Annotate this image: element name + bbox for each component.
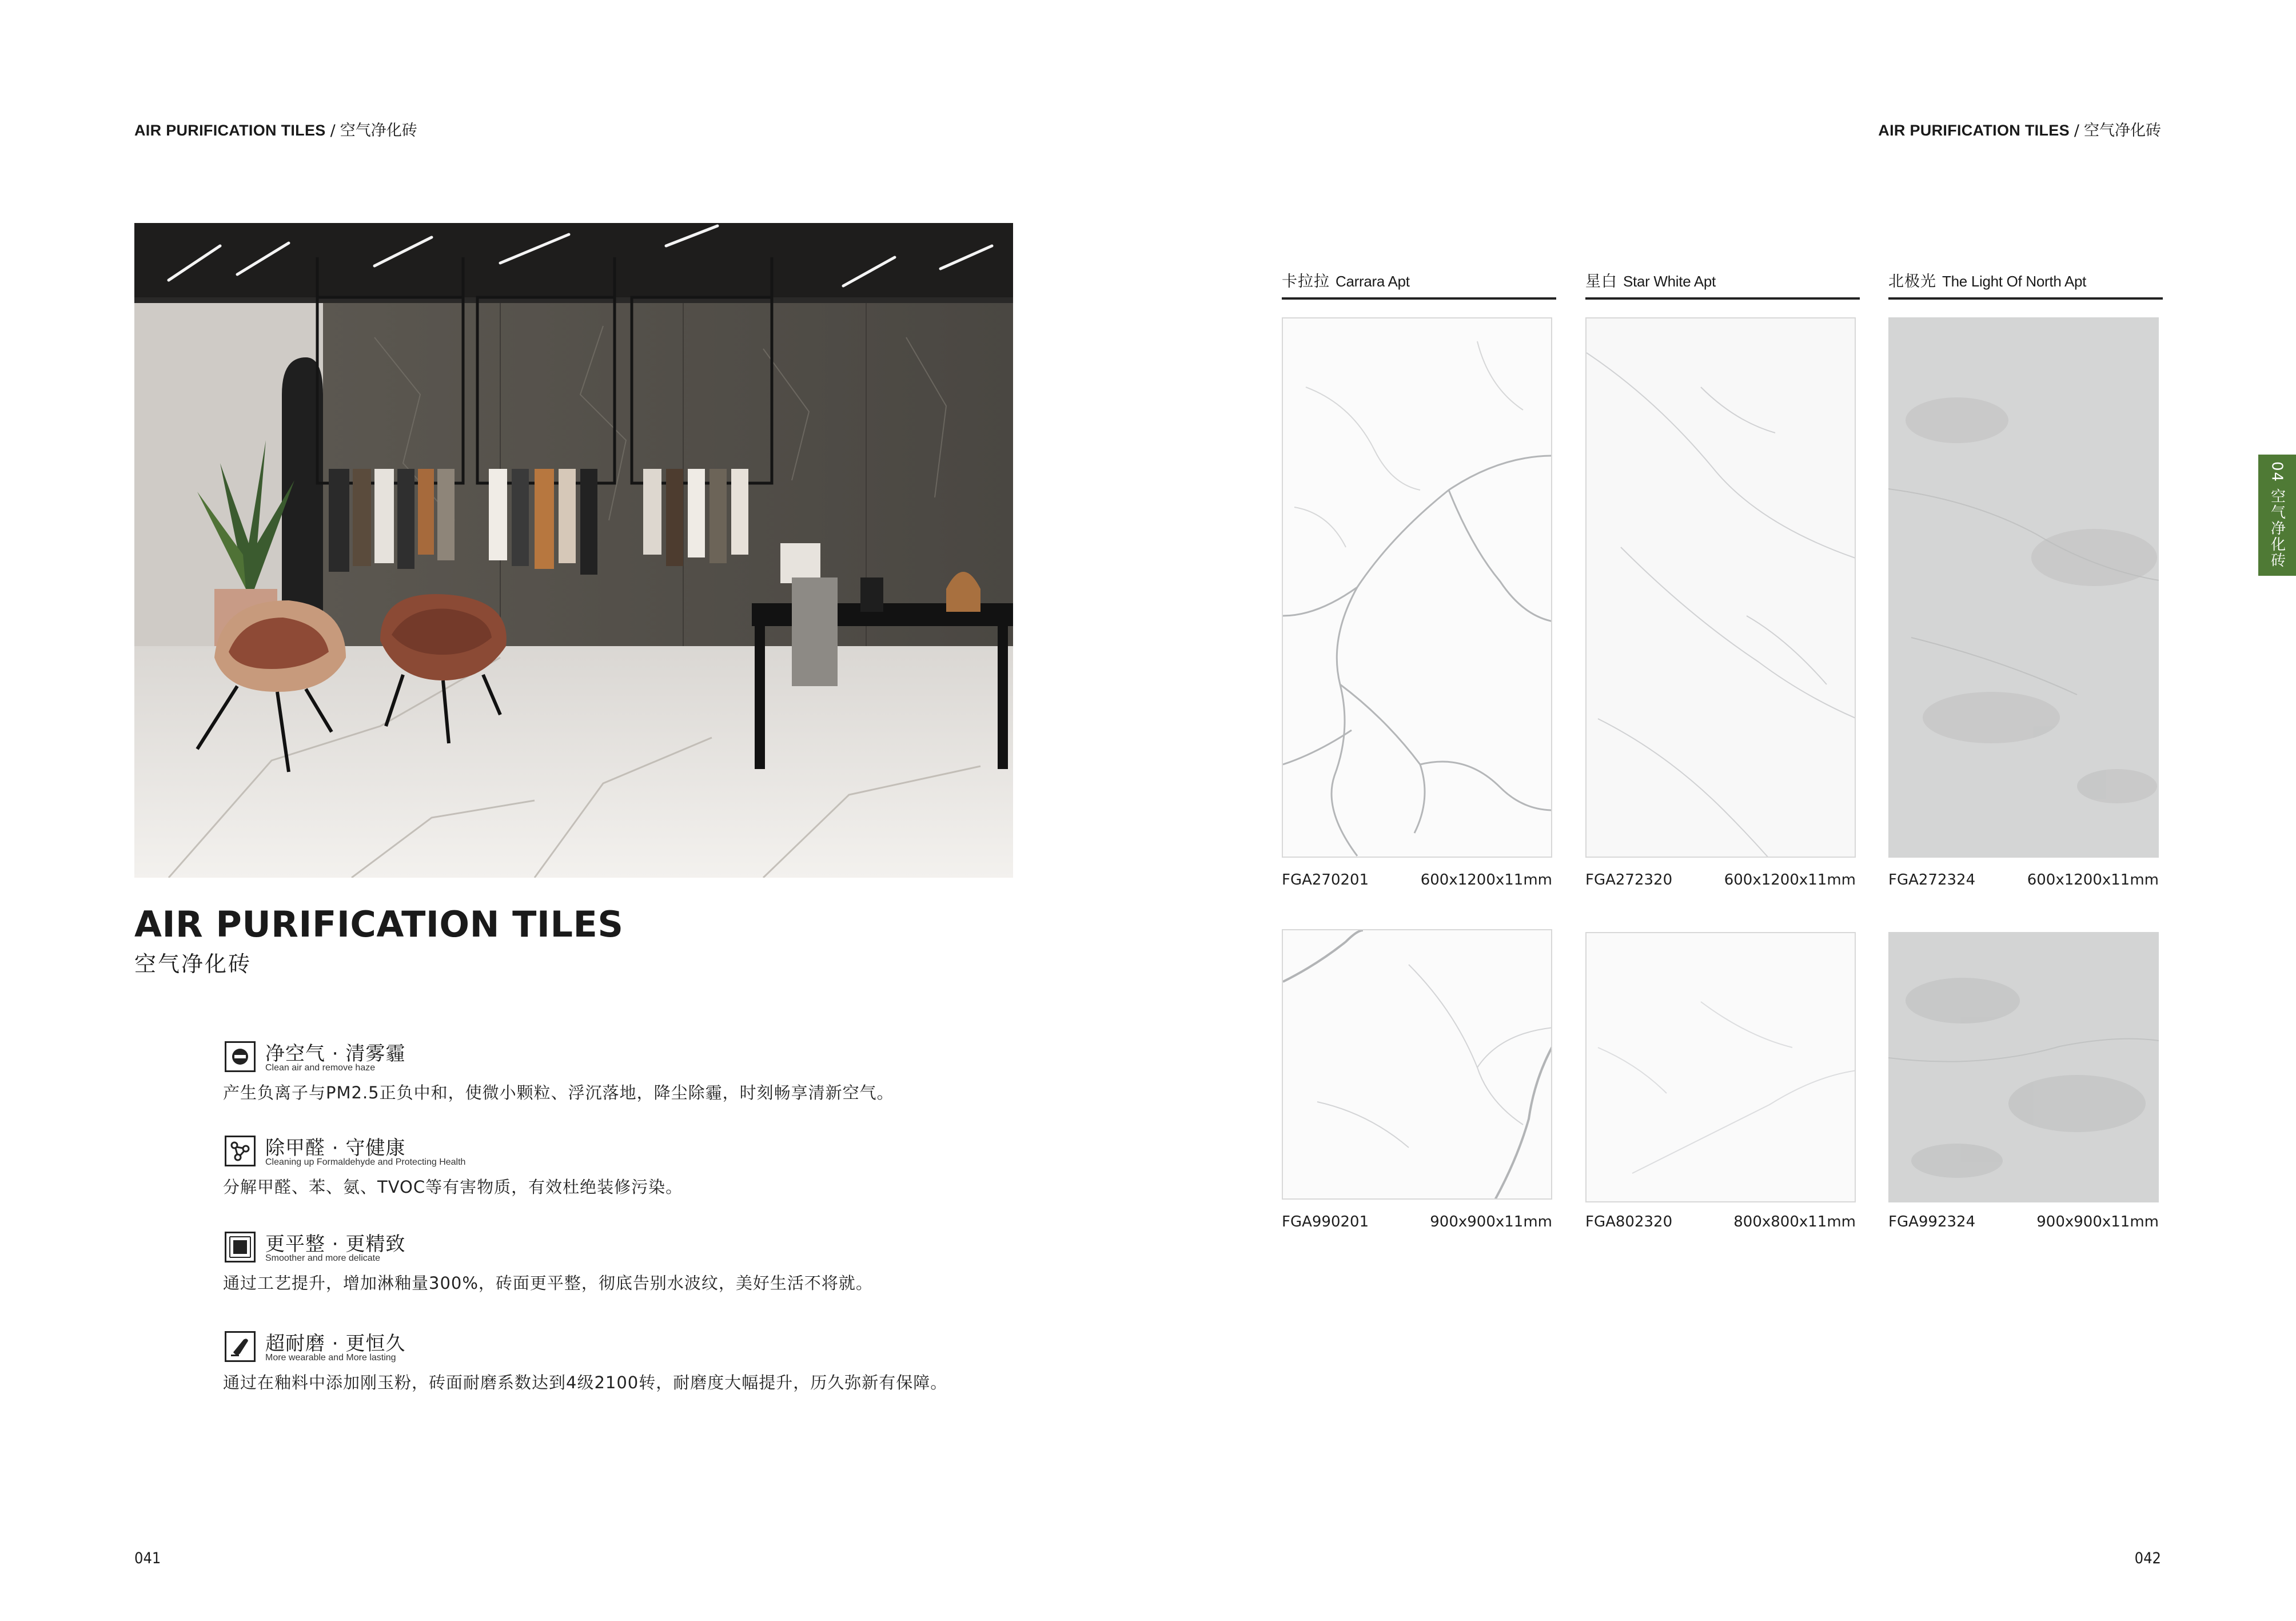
tile-spec (1888, 871, 2159, 889)
flat-surface-icon (225, 1232, 256, 1262)
tile-size: 800x800x11mm (1733, 1213, 1856, 1230)
running-header-right (1878, 118, 2161, 140)
product-column-header (1282, 269, 1556, 300)
feature-subtitle: Clean air and remove haze (265, 1063, 376, 1073)
tile-spec (1282, 871, 1552, 889)
header-title-cn: 空气净化砖 (2084, 122, 2161, 140)
molecule-icon (225, 1136, 256, 1166)
tile-swatch-carrara (1282, 317, 1552, 858)
tile-size: 600x1200x11mm (1420, 871, 1552, 889)
tile-spec (1282, 1213, 1552, 1230)
tile-code: FGA270201 (1282, 871, 1369, 889)
feature-subtitle: Cleaning up Formaldehyde and Protecting Health (265, 1157, 466, 1167)
tile-code: FGA802320 (1585, 1213, 1673, 1230)
tile-code: FGA992324 (1888, 1213, 1976, 1230)
tile-swatch-north-light-square (1888, 932, 2159, 1202)
feature-subtitle: More wearable and More lasting (265, 1353, 396, 1363)
tile-code: FGA272324 (1888, 871, 1976, 889)
feature-title: 更平整 · 更精致 (265, 1233, 406, 1256)
product-name-en: Star White Apt (1623, 273, 1716, 290)
tile-spec (1888, 1213, 2159, 1230)
product-name-en: The Light Of North Apt (1942, 273, 2087, 290)
feature-subtitle: Smoother and more delicate (265, 1253, 380, 1263)
tile-spec (1585, 871, 1856, 889)
product-name-en: Carrara Apt (1336, 273, 1410, 290)
tile-size: 600x1200x11mm (2027, 871, 2159, 889)
feature-description: 分解甲醛、苯、氨、TVOC等有害物质，有效杜绝装修污染。 (223, 1177, 683, 1197)
no-haze-icon (225, 1041, 256, 1072)
product-column-header (1585, 269, 1860, 300)
tile-code: FGA272320 (1585, 871, 1673, 889)
product-column-header (1888, 269, 2163, 300)
feature-description: 通过工艺提升，增加淋釉量300%，砖面更平整，彻底告别水波纹，美好生活不将就。 (223, 1273, 873, 1293)
section-tab-label: 04 空气净化砖 (2268, 461, 2286, 569)
header-separator: / (330, 122, 336, 140)
tile-swatch-north-light (1888, 317, 2159, 858)
tile-size: 600x1200x11mm (1724, 871, 1856, 889)
header-title-cn: 空气净化砖 (340, 122, 417, 140)
page-number-left: 041 (134, 1550, 161, 1567)
header-title-en: AIR PURIFICATION TILES (1878, 122, 2070, 139)
page-title: AIR PURIFICATION TILES (134, 903, 624, 945)
product-name-cn: 卡拉拉 (1282, 273, 1330, 290)
page-title-cn: 空气净化砖 (134, 951, 252, 977)
showroom-photo (134, 223, 1013, 878)
product-name-cn: 星白 (1585, 273, 1617, 290)
tile-swatch-star-white (1585, 317, 1856, 858)
tile-size: 900x900x11mm (1430, 1213, 1552, 1230)
tile-size: 900x900x11mm (2036, 1213, 2159, 1230)
wear-resistant-icon (225, 1331, 256, 1362)
feature-description: 产生负离子与PM2.5正负中和，使微小颗粒、浮沉落地，降尘除霾，时刻畅享清新空气。 (223, 1083, 894, 1102)
tile-spec (1585, 1213, 1856, 1230)
tile-swatch-carrara-square (1282, 929, 1552, 1200)
feature-title: 净空气 · 清雾霾 (265, 1042, 406, 1065)
tile-swatch-star-white-square (1585, 932, 1856, 1202)
feature-title: 除甲醛 · 守健康 (265, 1137, 406, 1160)
tile-code: FGA990201 (1282, 1213, 1369, 1230)
running-header-left (134, 118, 417, 140)
header-title-en: AIR PURIFICATION TILES (134, 122, 326, 139)
feature-title: 超耐磨 · 更恒久 (265, 1332, 406, 1355)
header-separator: / (2074, 122, 2079, 140)
feature-description: 通过在釉料中添加刚玉粉，砖面耐磨系数达到4级2100转，耐磨度大幅提升，历久弥新有保障。 (223, 1373, 948, 1392)
page-number-right: 042 (2134, 1550, 2161, 1567)
product-name-cn: 北极光 (1888, 273, 1936, 290)
section-side-tab[interactable] (2258, 455, 2296, 576)
